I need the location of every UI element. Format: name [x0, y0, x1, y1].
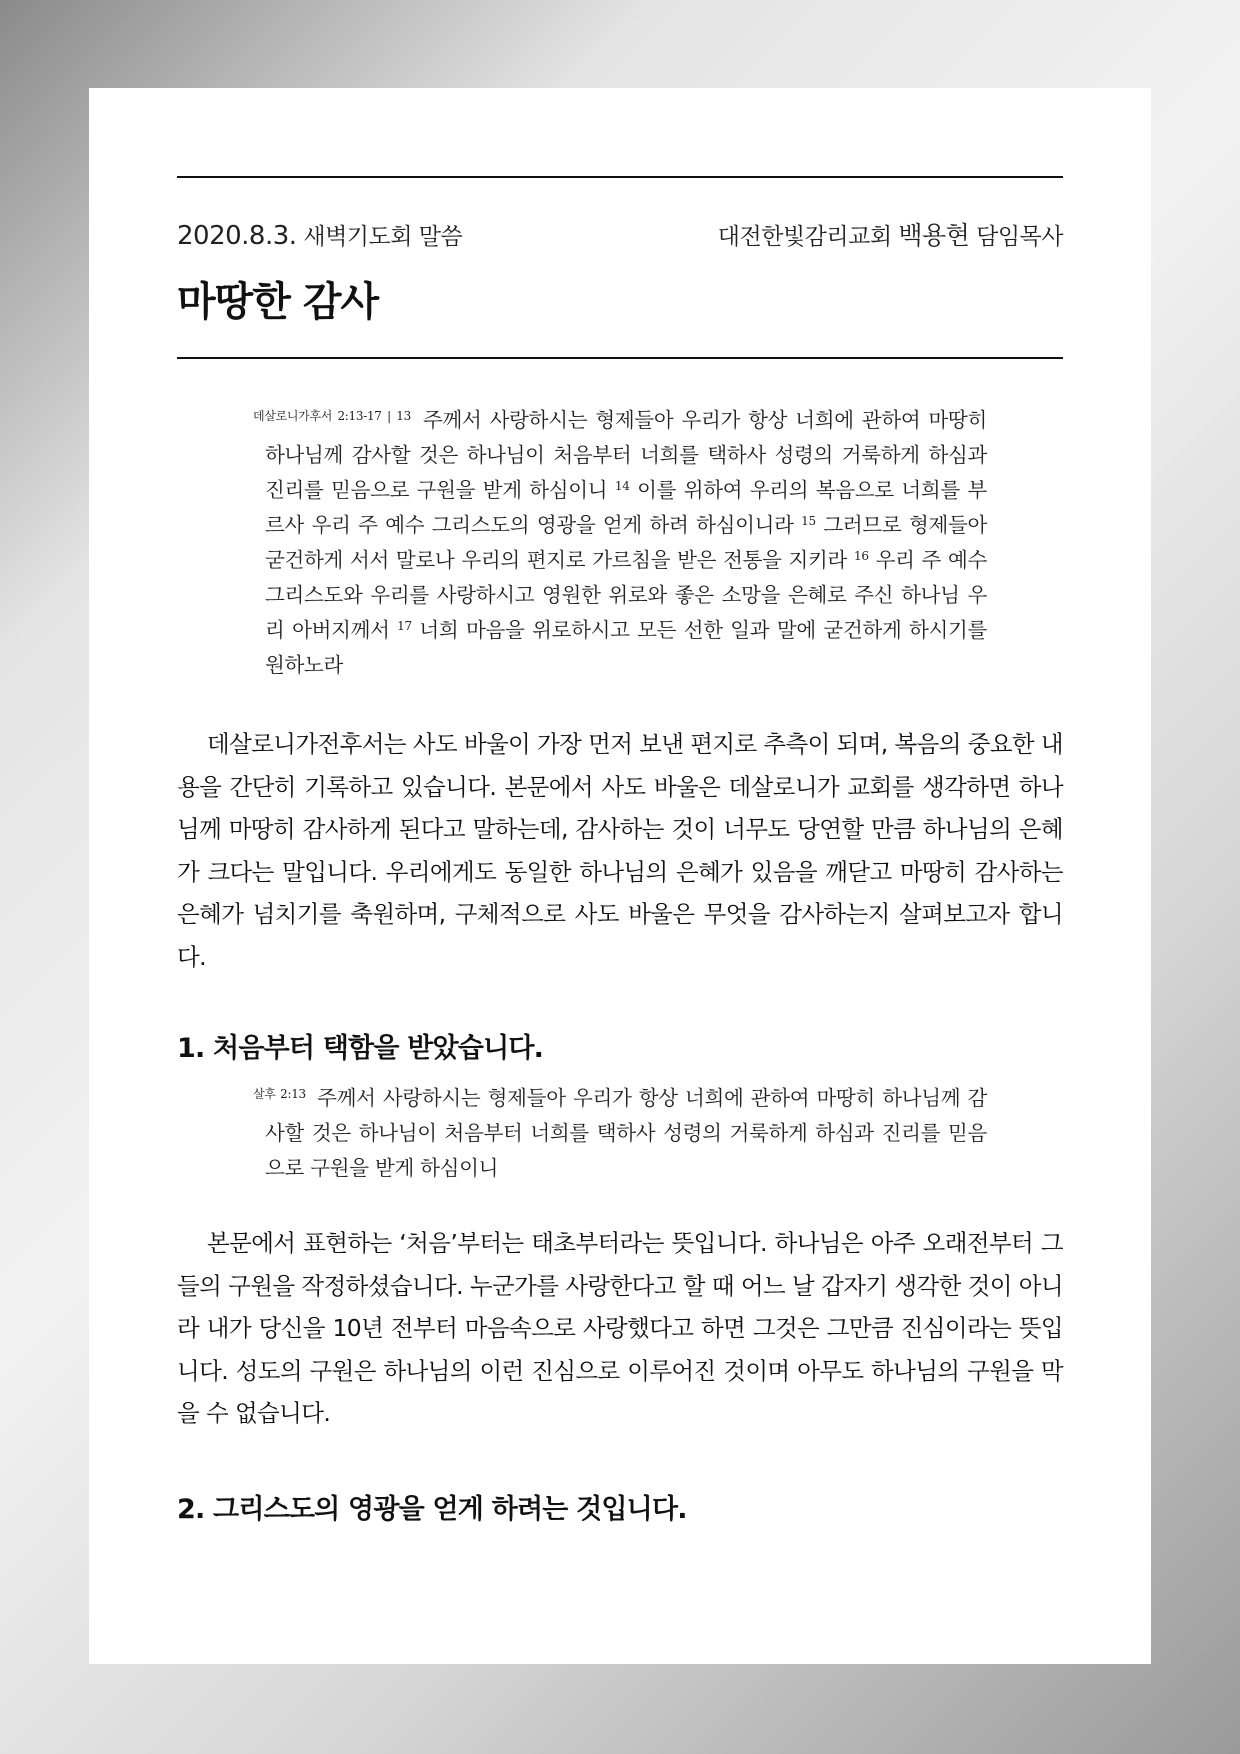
section-1-scripture-reference: 살후 2:13	[253, 1087, 306, 1101]
church-name: 대전한빛감리교회	[717, 224, 892, 250]
verse-13: 주께서 사랑하시는 형제들아 우리가 항상 너희에 관하여 마땅히 하나님께 감사할 것은 하나님이 처음부터 너희를 택하사 성령의 거룩하게 하심과 진리를 믿음으로 구원을 받게 하심이니	[265, 408, 988, 502]
sermon-date-line	[177, 218, 462, 251]
section-1-scripture	[253, 1077, 987, 1186]
verse-15: 그러므로 형제들아 굳건하게 서서 말로나 우리의 편지로 가르침을 받은 전통을 지키라	[265, 513, 988, 572]
verse-16-number: 16	[854, 549, 869, 563]
sermon-date: 2020.8.3.	[177, 221, 297, 251]
church-pastor-line	[718, 216, 1063, 252]
service-name: 새벽기도회 말씀	[303, 224, 463, 250]
scripture-reference: 데살로니가후서 2:13-17 | 13	[253, 409, 411, 423]
verse-14: 이를 위하여 우리의 복음으로 너희를 부르사 우리 주 예수 그리스도의 영광을 얻게 하려 하심이니라	[265, 478, 988, 537]
main-scripture	[253, 399, 987, 683]
section-1-paragraph: 본문에서 표현하는 ‘처음’부터는 태초부터라는 뜻입니다. 하나님은 아주 오래전부터 그들의 구원을 작정하셨습니다. 누군가를 사랑한다고 할 때 어느 날 갑자기 생각한 것이 아니라 내가 당신을 10년 전부터 마음속으로 사랑했다고 하면 그것은 그만큼 진심이라는 뜻입니다. 성도의 구원은 하나님의 이런 진심으로 이루어진 것이며 아무도 하나님의 구원을 막을 수 없습니다.	[177, 1229, 1063, 1427]
section-1-scripture-text: 주께서 사랑하시는 형제들아 우리가 항상 너희에 관하여 마땅히 하나님께 감사할 것은 하나님이 처음부터 너희를 택하사 성령의 거룩하게 하심과 진리를 믿음으로 구원을 받게 하심이니	[265, 1086, 988, 1180]
verse-15-number: 15	[801, 514, 816, 528]
top-rule	[177, 176, 1063, 178]
sermon-title: 마땅한 감사	[177, 279, 379, 325]
document-content	[177, 176, 1063, 1526]
verse-14-number: 14	[614, 479, 630, 493]
sermon-header	[177, 216, 1063, 252]
verse-17-number: 17	[397, 619, 412, 633]
pastor-title: 담임목사	[976, 224, 1063, 250]
verse-16: 우리 주 예수 그리스도와 우리를 사랑하시고 영원한 위로와 좋은 소망을 은혜로 주신 하나님 우리 아버지께서	[265, 548, 987, 642]
document-page	[89, 88, 1151, 1664]
verse-17: 너희 마음을 위로하시고 모든 선한 일과 말에 굳건하게 하시기를 원하노라	[265, 618, 988, 677]
title-rule	[177, 357, 1063, 359]
intro-paragraph: 데살로니가전후서는 사도 바울이 가장 먼저 보낸 편지로 추측이 되며, 복음의 중요한 내용을 간단히 기록하고 있습니다. 본문에서 사도 바울은 데살로니가 교회를 생각하면 하나님께 마땅히 감사하게 된다고 말하는데, 감사하는 것이 너무도 당연할 만큼 하나님의 은혜가 크다는 말입니다. 우리에게도 동일한 하나님의 은혜가 있음을 깨닫고 마땅히 감사하는 은혜가 넘치기를 축원하며, 구체적으로 사도 바울은 무엇을 감사하는지 살펴보고자 합니다.	[177, 730, 1063, 971]
pastor-name: 백용현	[898, 221, 970, 250]
section-1-heading: 1. 처음부터 택함을 받았습니다.	[177, 1033, 544, 1064]
section-2-heading: 2. 그리스도의 영광을 얻게 하려는 것입니다.	[177, 1493, 687, 1525]
